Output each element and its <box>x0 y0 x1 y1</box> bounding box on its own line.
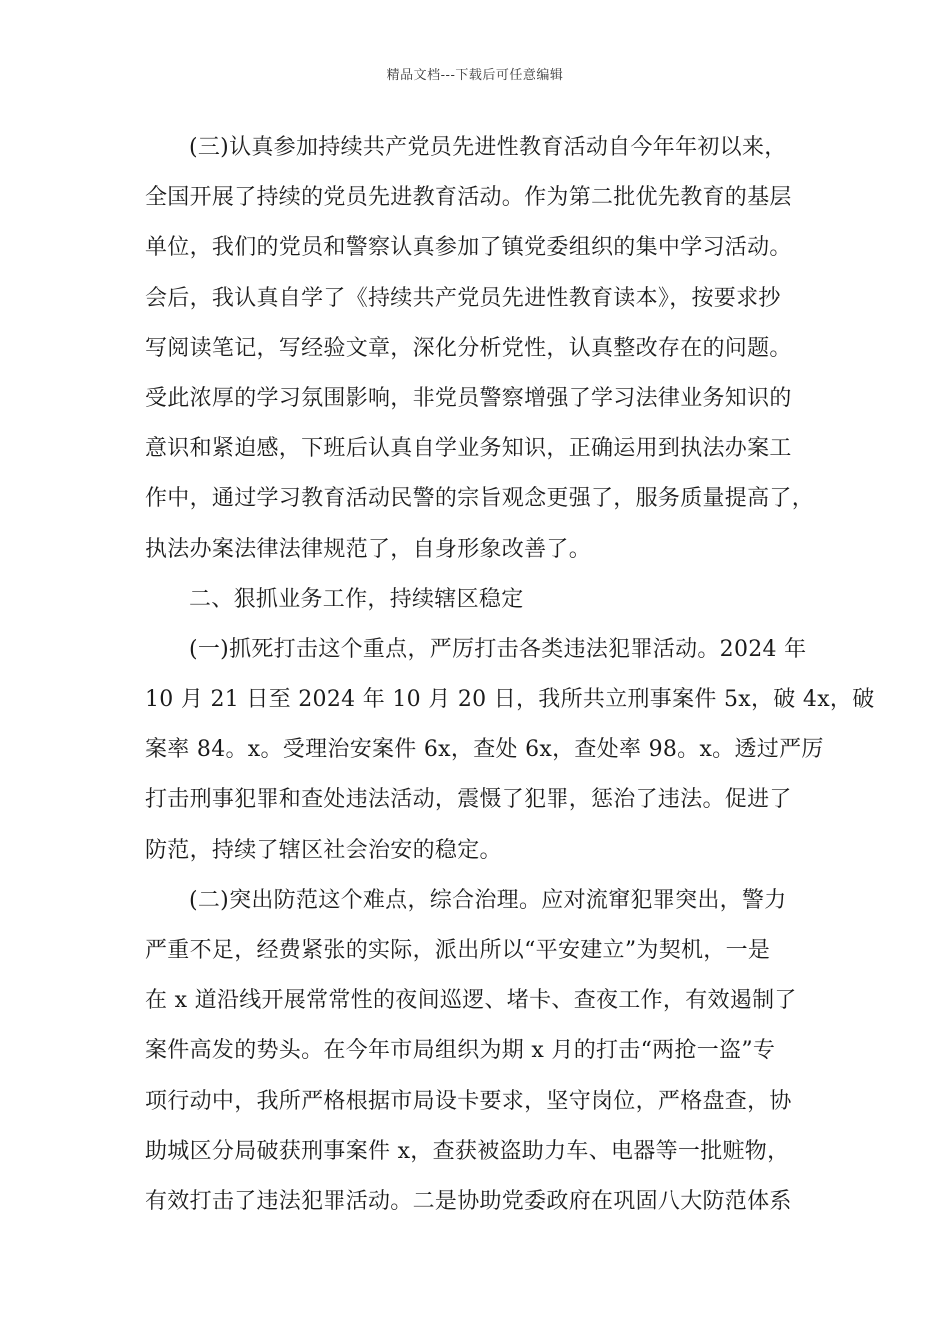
paragraph-line: 案率 84。x。受理治安案件 6x，查处 6x，查处率 98。x。透过严厉 <box>145 737 824 763</box>
paragraph-line: 单位，我们的党员和警察认真参加了镇党委组织的集中学习活动。 <box>145 235 792 261</box>
paragraph-line: 写阅读笔记，写经验文章，深化分析党性，认真整改存在的问题。 <box>145 335 792 361</box>
paragraph-line: 助城区分局破获刑事案件 x，查获被盗助力车、电器等一批赃物， <box>145 1138 790 1164</box>
document-body <box>145 130 875 1234</box>
paragraph-line: 项行动中，我所严格根据市局设卡要求，坚守岗位，严格盘查，协 <box>145 1088 792 1114</box>
paragraph-line: 案件高发的势头。在今年市局组织为期 x 月的打击“两抢一盗”专 <box>145 1038 776 1064</box>
paragraph-line: 意识和紧迫感，下班后认真自学业务知识，正确运用到执法办案工 <box>145 436 792 462</box>
paragraph-line: 打击刑事犯罪和查处违法活动，震慑了犯罪，惩治了违法。促进了 <box>145 787 792 813</box>
paragraph-line: 会后，我认真自学了《持续共产党员先进性教育读本》，按要求抄 <box>145 285 781 311</box>
paragraph-line: 受此浓厚的学习氛围影响，非党员警察增强了学习法律业务知识的 <box>145 385 792 411</box>
paragraph-line: 严重不足，经费紧张的实际，派出所以“平安建立”为契机，一是 <box>145 938 771 963</box>
paragraph-line: 全国开展了持续的党员先进教育活动。作为第二批优先教育的基层 <box>145 185 792 211</box>
paragraph-line: 有效打击了违法犯罪活动。二是协助党委政府在巩固八大防范体系 <box>145 1188 792 1214</box>
paragraph-line: 二、狠抓业务工作，持续辖区稳定 <box>189 586 524 612</box>
paragraph-line: 执法办案法律法律规范了，自身形象改善了。 <box>145 536 592 562</box>
paragraph-line: (二)突出防范这个难点，综合治理。应对流窜犯罪突出，警力 <box>189 887 787 913</box>
paragraph-line: (三)认真参加持续共产党员先进性教育活动自今年年初以来， <box>189 135 787 160</box>
paragraph-line: (一)抓死打击这个重点，严厉打击各类违法犯罪活动。2024 年 <box>189 636 807 662</box>
paragraph-line: 在 x 道沿线开展常常性的夜间巡逻、堵卡、查夜工作，有效遏制了 <box>145 988 797 1014</box>
paragraph-line: 10 月 21 日至 2024 年 10 月 20 日，我所共立刑事案件 5x，破 4x，破 <box>145 687 875 713</box>
page-header: 精品文档---下载后可任意编辑 <box>386 68 564 83</box>
paragraph-line: 作中，通过学习教育活动民警的宗旨观念更强了，服务质量提高了， <box>145 486 815 512</box>
paragraph-line: 防范，持续了辖区社会治安的稳定。 <box>145 837 502 863</box>
